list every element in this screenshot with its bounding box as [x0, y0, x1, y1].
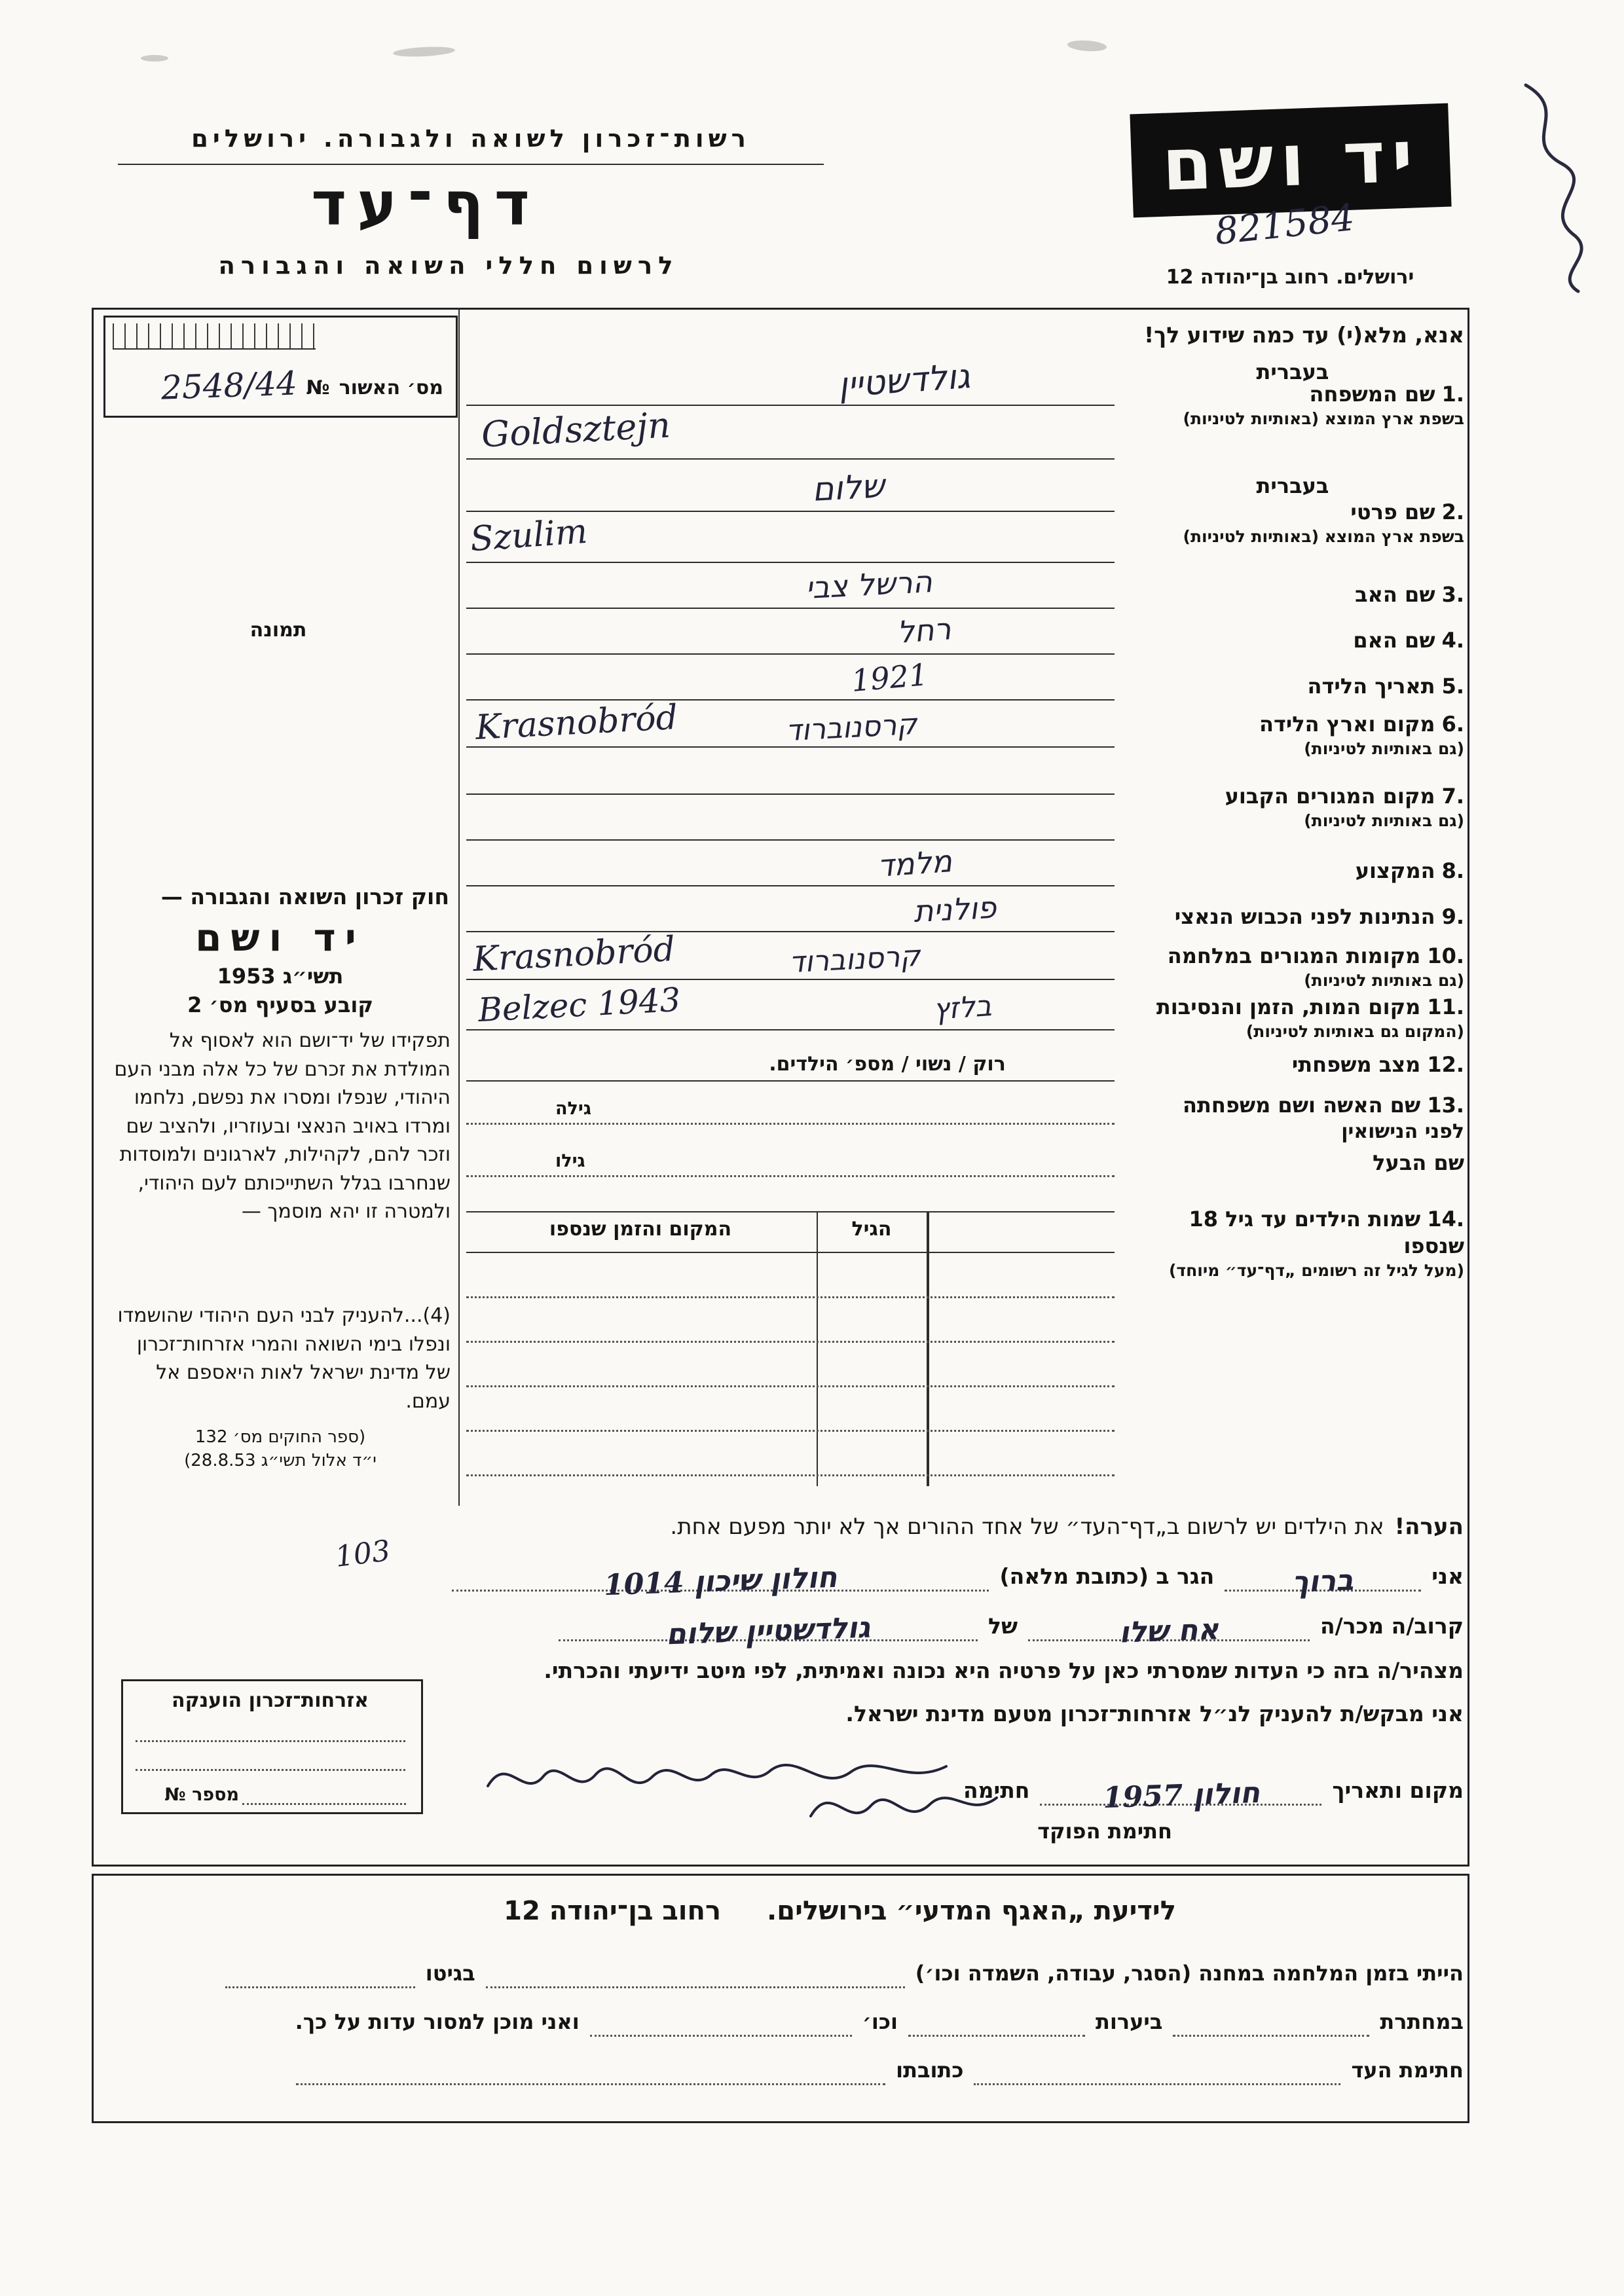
declarant-line	[216, 1559, 1464, 1603]
field-11-number: 11.	[1427, 994, 1464, 1019]
statement-line: מצהיר/ה בזה כי העדות שמסרתי כאן על פרטיה היא נכונה ואמיתית, לפי מיטב ידיעתי והכרתי.	[544, 1658, 1464, 1683]
field-9-label	[1121, 903, 1464, 930]
field-13-number: 13.	[1427, 1093, 1464, 1118]
law-body: תפקידו של יד־ושם הוא לאסוף אל המולדת את זכרם של כל אלה מבני העם היהודי, שנפלו ומסרו את נפשם, נלחמו ומרדו באויב הנאצי ובעוזריו, ולהציב שם וזכר להם, לקהילות, לארגונים ולמוסדות שנחרבו בגלל השתייכותם לעם היהודי, ולמטרה זו יהא מוסמך —	[114, 1029, 451, 1223]
form-title: דף־עד	[311, 169, 540, 239]
field-5-title: תאריך הלידה	[1307, 674, 1435, 699]
ruler-tick-strip	[113, 323, 316, 350]
field-6-hebrew-value: קרסנוברוד	[784, 707, 918, 748]
field-2-latin-value: Szulim	[469, 511, 589, 560]
field-1-latin-value: Goldsztejn	[480, 404, 672, 456]
approval-value: 2548/44	[160, 364, 298, 407]
field-9-value: פולנית	[912, 889, 997, 930]
field-3-number: 3.	[1441, 582, 1464, 607]
law-year-line: תשי״ג 1953	[217, 964, 344, 989]
field-6-latin-value: Krasnobród	[474, 697, 679, 748]
field-1-subtitle: בשפת ארץ המוצא (באותיות לטיניות)	[1183, 409, 1464, 428]
field-14-number: 14.	[1427, 1207, 1464, 1231]
field-8-label	[1121, 858, 1464, 884]
bottom-title-address: רחוב בן־יהודה 12	[504, 1896, 722, 1926]
margin-scribble	[1500, 79, 1604, 295]
field-3-label	[1121, 581, 1464, 608]
field-3-value: הרשל צבי	[804, 563, 933, 606]
scan-smudge	[141, 55, 168, 62]
field-4-title: שם האם	[1353, 628, 1435, 653]
field-11-label	[1121, 994, 1464, 1042]
citizenship-number-text: מספר	[192, 1785, 239, 1805]
field-5-number: 5.	[1441, 674, 1464, 699]
clerk-signature-scribble	[805, 1776, 1002, 1834]
law-section-line: קובע בסעיף מס׳ 2	[187, 993, 373, 1017]
numero-sign: №	[306, 376, 330, 399]
citizenship-box-line	[136, 1769, 405, 1771]
field-5-label	[1121, 673, 1464, 700]
of-label: של	[988, 1613, 1018, 1639]
husband-age-label: גילו	[555, 1151, 585, 1171]
camp-blank	[486, 1956, 905, 1988]
office-address: ירושלים. רחוב בן־יהודה 12	[1166, 266, 1414, 289]
citizenship-number-line	[242, 1803, 406, 1805]
approval-label: מס׳ האשור	[339, 376, 443, 399]
field-1-label	[1121, 381, 1464, 429]
etc-blank	[590, 2005, 852, 2037]
underground-label: במחתרת	[1380, 2009, 1464, 2034]
field-7-label	[1121, 783, 1464, 831]
of-blank	[559, 1609, 978, 1652]
address-note-value: 103	[333, 1534, 392, 1574]
forests-label: ביערות	[1096, 2009, 1163, 2034]
field-13-label	[1121, 1092, 1464, 1144]
field-1-hebrew-value: גולדשטיין	[837, 357, 972, 405]
war-camp-label: הייתי בזמן המלחמה במחנה (הסגר, עבודה, השמדה וכו׳)	[915, 1961, 1464, 1986]
relative-label: קרוב/ה מכר/ה	[1320, 1613, 1464, 1639]
field-1-hebrew-caption: בעברית	[1256, 359, 1329, 384]
children-table-row-line	[466, 1341, 1115, 1343]
approval-number-row	[113, 361, 443, 407]
field-12-options: רוק / נשוי / מספ׳ הילדים.	[769, 1053, 1006, 1076]
field-11-hebrew-value: בלזץ	[932, 989, 993, 1027]
field-12-line	[466, 1080, 1115, 1082]
law-footnote-line1: (ספר החוקים מס׳ 132	[194, 1427, 366, 1447]
field-11-latin-value: Belzec 1943	[477, 980, 682, 1030]
scan-smudge	[1067, 39, 1107, 52]
children-table-age-header: הגיל	[851, 1218, 892, 1241]
field-2-subtitle: בשפת ארץ המוצא (באותיות לטיניות)	[1183, 526, 1464, 546]
place-date-label: מקום ותאריך	[1332, 1777, 1464, 1803]
underground-forests-line	[216, 2005, 1464, 2037]
field-13-title-line1: שם האשה ושם משפחתה	[1182, 1093, 1421, 1118]
field-9-number: 9.	[1441, 904, 1464, 929]
field-12-label	[1121, 1051, 1464, 1078]
field-10-latin-value: Krasnobród	[471, 929, 676, 980]
law-heading: חוק זכרון השואה והגבורה —	[160, 884, 449, 909]
declarant-name-value: ברוך	[1291, 1563, 1355, 1599]
field-13-age-label: גילה	[555, 1099, 591, 1119]
i-label: אני	[1431, 1563, 1464, 1589]
field-4-number: 4.	[1441, 628, 1464, 653]
husband-name-label	[1121, 1150, 1464, 1176]
field-11-line	[466, 1029, 1115, 1030]
field-6-title: מקום וארץ הלידה	[1259, 712, 1435, 737]
declarant-name-blank	[1225, 1559, 1421, 1599]
field-1-latin-line	[466, 458, 1115, 460]
children-table-divider-heavy	[927, 1211, 929, 1486]
note-bold: הערה!	[1394, 1514, 1464, 1540]
children-table-divider-light	[817, 1211, 818, 1486]
children-table-row-line	[466, 1385, 1115, 1387]
law-clause: (4)...להעניק לבני העם היהודי שהושמדו ונפלו בימי השואה והמרי אזרחות־זכרון של מדינת ישראל לאות היאספם אל עמם.	[117, 1304, 451, 1413]
field-8-title: המקצוע	[1355, 858, 1435, 883]
field-10-title: מקומות המגורים במלחמה	[1167, 943, 1421, 968]
field-13-title-line2: לפני הנישואין	[1341, 1120, 1464, 1143]
field-10-hebrew-value: קרסנוברוד	[788, 939, 921, 980]
relation-value: אח שלו	[1118, 1613, 1219, 1650]
field-2-title: שם פרטי	[1350, 500, 1435, 524]
field-6-extra-line	[466, 793, 1115, 795]
field-8-value: מלמד	[876, 843, 953, 884]
relation-blank	[1028, 1609, 1310, 1650]
camp-ghetto-line	[216, 1956, 1464, 1988]
field-8-line	[466, 885, 1115, 886]
photo-label: תמונה	[249, 619, 307, 642]
field-4-label	[1121, 627, 1464, 654]
signature-label: חתימה	[963, 1777, 1030, 1803]
field-2-latin-line	[466, 562, 1115, 563]
witness-signature-label: חתימת העד	[1351, 2058, 1464, 2083]
place-date-blank	[1040, 1774, 1321, 1815]
bottom-title-main: לידיעת „האגף המדעי״ בירושלים.	[767, 1896, 1176, 1926]
children-table-header-rule	[466, 1252, 1115, 1253]
field-6-label	[1121, 711, 1464, 759]
note-line	[216, 1514, 1464, 1540]
of-value: גולדשטיין שלום	[665, 1611, 871, 1652]
children-table-row-line	[466, 1474, 1115, 1476]
husband-name-line	[466, 1175, 1115, 1177]
citizenship-numero-sign: №	[164, 1785, 186, 1805]
field-7-line	[466, 839, 1115, 841]
etc-label: וכו׳	[862, 2009, 898, 2034]
ghetto-blank	[225, 1956, 415, 1988]
children-table-top-line	[466, 1211, 1115, 1212]
citizenship-number-label	[134, 1785, 239, 1805]
field-13-line	[466, 1123, 1115, 1125]
citizenship-box-line	[136, 1740, 405, 1742]
children-table-row-line	[466, 1296, 1115, 1298]
field-1-hebrew-line	[466, 405, 1115, 406]
children-table-place-header: המקום והזמן שנספו	[549, 1218, 732, 1241]
field-1-number: 1.	[1441, 382, 1464, 407]
scan-smudge	[393, 46, 456, 58]
law-name: יד ושם	[195, 915, 365, 960]
field-9-line	[466, 931, 1115, 932]
yad-vashem-logo-text: יד ושם	[1160, 114, 1421, 207]
clerk-signature-label: חתימת הפוקד	[1037, 1819, 1172, 1844]
field-6-number: 6.	[1441, 712, 1464, 737]
note-text: את הילדים יש לרשום ב„דף־העד״ של אחד ההורים אך לא יותר מפעם אחת.	[670, 1514, 1384, 1540]
handwritten-serial-number: 821584	[1213, 196, 1357, 253]
field-2-hebrew-caption: בעברית	[1256, 473, 1329, 498]
yad-vashem-logo	[1130, 103, 1451, 218]
witness-address-label: כתובתו	[896, 2058, 964, 2083]
law-footnote-line2: י״ד אלול תשי״ג 28.8.53)	[184, 1451, 377, 1470]
field-4-line	[466, 653, 1115, 655]
field-4-value: רחל	[896, 611, 952, 650]
witness-signature-blank	[974, 2053, 1340, 2085]
field-2-hebrew-line	[466, 511, 1115, 512]
field-14-label	[1121, 1206, 1464, 1281]
declarant-address-value: חולון שיכון 1014	[603, 1560, 838, 1603]
field-1-title: שם המשפחה	[1309, 382, 1435, 407]
ghetto-label: בגיטו	[425, 1961, 475, 1986]
field-7-number: 7.	[1441, 784, 1464, 809]
field-10-label	[1121, 943, 1464, 991]
declarant-address-blank	[452, 1559, 989, 1603]
field-12-number: 12.	[1427, 1052, 1464, 1077]
field-10-subtitle: (גם באותיות לטיניות)	[1304, 970, 1464, 990]
fill-instruction: אנא, מלא(י) עד כמה שידוע לך!	[1144, 322, 1464, 348]
request-line: אני מבקש/ת להעניק לנ״ל אזרחות־זכרון מטעם מדינת ישראל.	[845, 1701, 1464, 1726]
witness-signature-line	[216, 2053, 1464, 2085]
relative-line	[216, 1609, 1464, 1652]
form-subtitle: לרשום חללי השואה והגבורה	[218, 251, 679, 280]
forests-blank	[908, 2005, 1085, 2037]
field-7-subtitle: (גם באותיות לטיניות)	[1304, 811, 1464, 830]
field-8-number: 8.	[1441, 858, 1464, 883]
field-3-title: שם האב	[1355, 582, 1435, 607]
field-11-title: מקום המות, הזמן והנסיבות	[1156, 994, 1421, 1019]
field-14-subtitle: (מעל לגיל זה רשומים „דף־עד״ מיוחד)	[1168, 1260, 1464, 1280]
citizenship-box-title: אזרחות־זכרון הוענקה	[171, 1689, 369, 1712]
underground-blank	[1173, 2005, 1369, 2037]
field-3-line	[466, 608, 1115, 609]
field-14-title: שמות הילדים עד גיל 18 שנספו	[1189, 1207, 1464, 1258]
authority-line: רשות־זכרון לשואה ולגבורה. ירושלים	[191, 124, 750, 153]
field-11-subtitle: (המקום גם באותיות לטיניות)	[1246, 1021, 1464, 1041]
field-2-number: 2.	[1441, 500, 1464, 524]
header-rule	[118, 164, 824, 165]
field-7-title: מקום המגורים הקבוע	[1225, 784, 1435, 809]
witness-address-blank	[296, 2053, 885, 2085]
children-table-row-line	[466, 1430, 1115, 1432]
field-5-value: 1921	[849, 657, 930, 699]
place-date-value: חולון 1957	[1101, 1776, 1261, 1815]
field-10-number: 10.	[1427, 943, 1464, 968]
field-6-subtitle: (גם באותיות לטיניות)	[1304, 738, 1464, 758]
field-2-label	[1121, 499, 1464, 547]
testify-label: ואני מוכן למסור עדות על כך.	[295, 2009, 580, 2034]
resident-label: הגר ב (כתובת מלאה)	[999, 1563, 1215, 1589]
field-12-title: מצב משפחתי	[1291, 1052, 1421, 1077]
field-9-title: הנתינות לפני הכבוש הנאצי	[1174, 904, 1435, 929]
field-2-hebrew-value: שלום	[811, 467, 886, 509]
field-5-line	[466, 699, 1115, 701]
bottom-title	[216, 1896, 1464, 1926]
left-column-divider	[458, 308, 460, 1506]
husband-name-title: שם הבעל	[1373, 1150, 1464, 1175]
